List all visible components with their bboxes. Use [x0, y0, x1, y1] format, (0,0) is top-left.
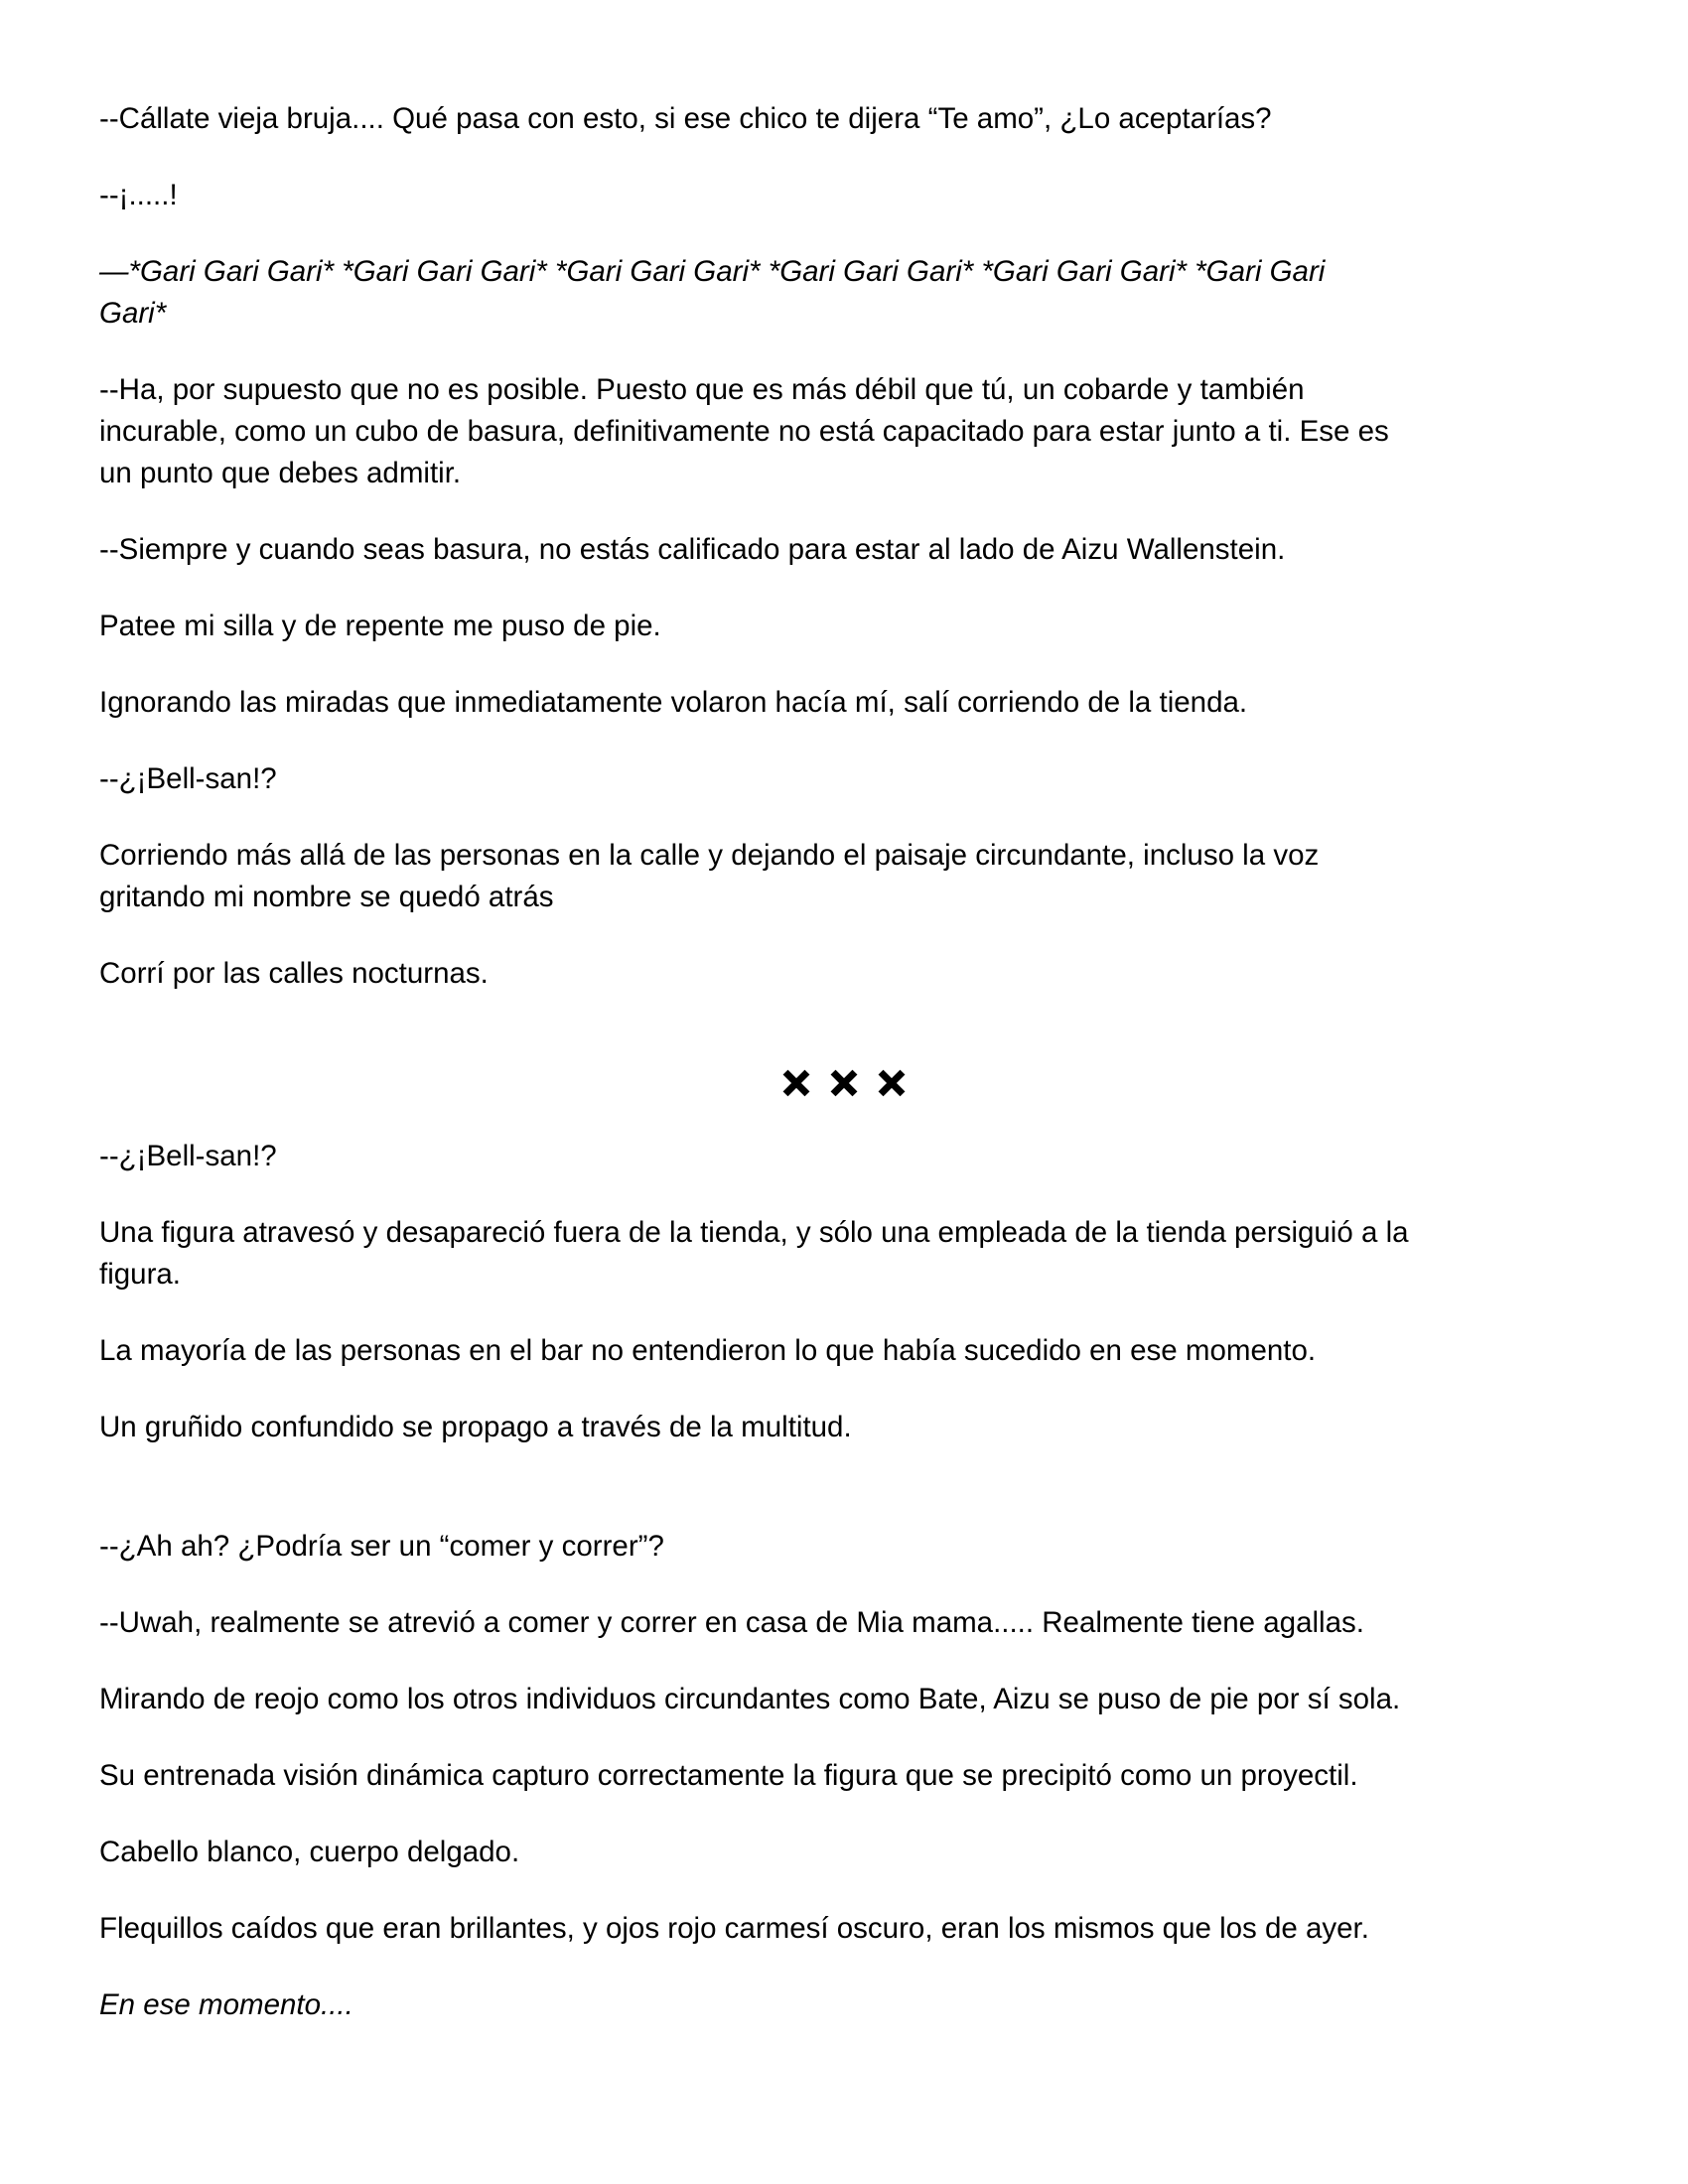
italic-sound-effect-line: Gari* — [99, 297, 167, 330]
italic-sound-effect-line: —*Gari Gari Gari* *Gari Gari Gari* *Gari Gari Gari* *Gari Gari Gari* *Gari Gari Gari* *Gari Gari — [99, 255, 1326, 288]
cross-mark-icon — [784, 1070, 809, 1095]
paragraph-line: --Cállate vieja bruja.... Qué pasa con esto, si ese chico te dijera “Te amo”, ¿Lo aceptarías? — [99, 102, 1272, 135]
paragraph-line: --Siempre y cuando seas basura, no estás calificado para estar al lado de Aizu Wallenstein. — [99, 533, 1286, 566]
paragraph-line: figura. — [99, 1258, 181, 1291]
paragraph-line: Su entrenada visión dinámica capturo correctamente la figura que se precipitó como un proyectil. — [99, 1759, 1358, 1792]
paragraph-line: --Ha, por supuesto que no es posible. Puesto que es más débil que tú, un cobarde y también — [99, 373, 1305, 406]
paragraph-line: Patee mi silla y de repente me puso de pie. — [99, 610, 661, 642]
paragraph-line: un punto que debes admitir. — [99, 457, 462, 489]
italic-closing-line: En ese momento.... — [99, 1988, 353, 2021]
scene-separator — [0, 1064, 1688, 1100]
paragraph-line: Flequillos caídos que eran brillantes, y ojos rojo carmesí oscuro, eran los mismos que los de ayer. — [99, 1912, 1369, 1945]
paragraph-line: --¡.....! — [99, 179, 178, 211]
cross-mark-icon — [880, 1070, 905, 1095]
paragraph-line: Una figura atravesó y desapareció fuera de la tienda, y sólo una empleada de la tienda persiguió a la — [99, 1216, 1409, 1249]
paragraph-line: Corriendo más allá de las personas en la calle y dejando el paisaje circundante, incluso la voz — [99, 839, 1320, 872]
paragraph-line: Un gruñido confundido se propago a través de la multitud. — [99, 1411, 852, 1443]
paragraph-line: --Uwah, realmente se atrevió a comer y correr en casa de Mia mama..... Realmente tiene agallas. — [99, 1606, 1364, 1639]
cross-mark-icon — [832, 1070, 857, 1095]
paragraph-line: --¿¡Bell-san!? — [99, 1140, 277, 1172]
paragraph-line: Mirando de reojo como los otros individuos circundantes como Bate, Aizu se puso de pie por sí sola. — [99, 1683, 1401, 1715]
paragraph-line: --¿Ah ah? ¿Podría ser un “comer y correr”? — [99, 1530, 664, 1563]
separator-text — [844, 1064, 845, 1065]
paragraph-line: La mayoría de las personas en el bar no entendieron lo que había sucedido en ese momento. — [99, 1334, 1317, 1367]
paragraph-line: Ignorando las miradas que inmediatamente volaron hacía mí, salí corriendo de la tienda. — [99, 686, 1248, 719]
paragraph-line: gritando mi nombre se quedó atrás — [99, 881, 554, 913]
paragraph-line: --¿¡Bell-san!? — [99, 762, 277, 795]
paragraph-line: incurable, como un cubo de basura, definitivamente no está capacitado para estar junto a ti. Ese es — [99, 415, 1389, 448]
paragraph-line: Cabello blanco, cuerpo delgado. — [99, 1836, 520, 1868]
paragraph-line: Corrí por las calles nocturnas. — [99, 957, 489, 990]
